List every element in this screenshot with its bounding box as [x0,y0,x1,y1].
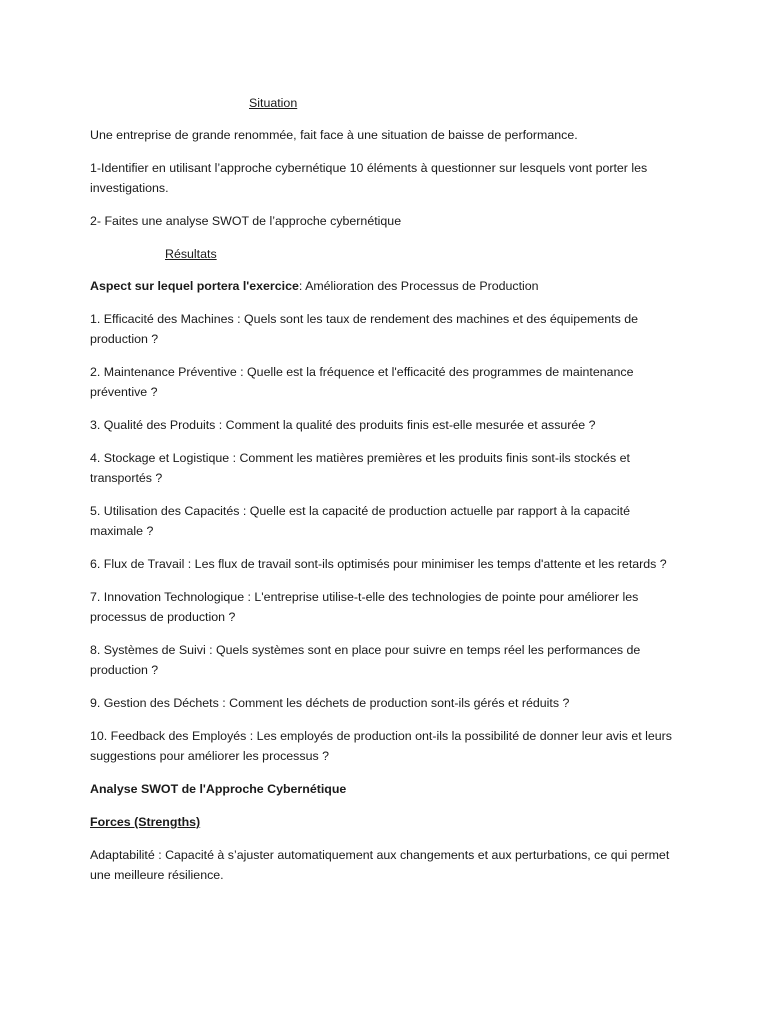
list-item: 1. Efficacité des Machines : Quels sont les taux de rendement des machines et des équipements de production ? [90,312,639,346]
forces-heading: Forces (Strengths) [90,815,201,829]
question-2-paragraph: 2- Faites une analyse SWOT de l’approche cybernétique [90,214,402,228]
list-item: 6. Flux de Travail : Les flux de travail sont-ils optimisés pour minimiser les temps d'attente et les retards ? [90,557,667,571]
list-item: 3. Qualité des Produits : Comment la qualité des produits finis est-elle mesurée et assurée ? [90,418,596,432]
list-item: 7. Innovation Technologique : L'entreprise utilise-t-elle des technologies de pointe pour améliorer les processus de production ? [90,590,639,624]
list-item: 4. Stockage et Logistique : Comment les matières premières et les produits finis sont-ils stockés et transportés ? [90,451,630,485]
list-item: 2. Maintenance Préventive : Quelle est la fréquence et l'efficacité des programmes de maintenance préventive ? [90,365,634,399]
question-1-paragraph: 1-Identifier en utilisant l’approche cybernétique 10 éléments à questionner sur lesquels vont porter les investigations. [90,161,648,195]
document-page [90,93,680,898]
list-item: 8. Systèmes de Suivi : Quels systèmes sont en place pour suivre en temps réel les performances de production ? [90,643,641,677]
list-item: 10. Feedback des Employés : Les employés de production ont-ils la possibilité de donner leur avis et leurs suggestions pour améliorer les processus ? [90,729,672,763]
list-item: 5. Utilisation des Capacités : Quelle est la capacité de production actuelle par rapport à la capacité maximale ? [90,504,630,538]
results-heading: Résultats [165,247,217,261]
aspect-value: : Amélioration des Processus de Production [298,279,539,293]
list-item: 9. Gestion des Déchets : Comment les déchets de production sont-ils gérés et réduits ? [90,696,570,710]
aspect-label: Aspect sur lequel portera l'exercice [90,279,299,293]
aspect-paragraph [90,276,680,296]
intro-paragraph: Une entreprise de grande renommée, fait face à une situation de baisse de performance. [90,128,578,142]
adaptability-paragraph: Adaptabilité : Capacité à s’ajuster automatiquement aux changements et aux perturbations, ce qui permet une meilleure résilience. [90,848,670,882]
swot-heading: Analyse SWOT de l'Approche Cybernétique [90,782,347,796]
situation-heading: Situation [249,96,298,110]
